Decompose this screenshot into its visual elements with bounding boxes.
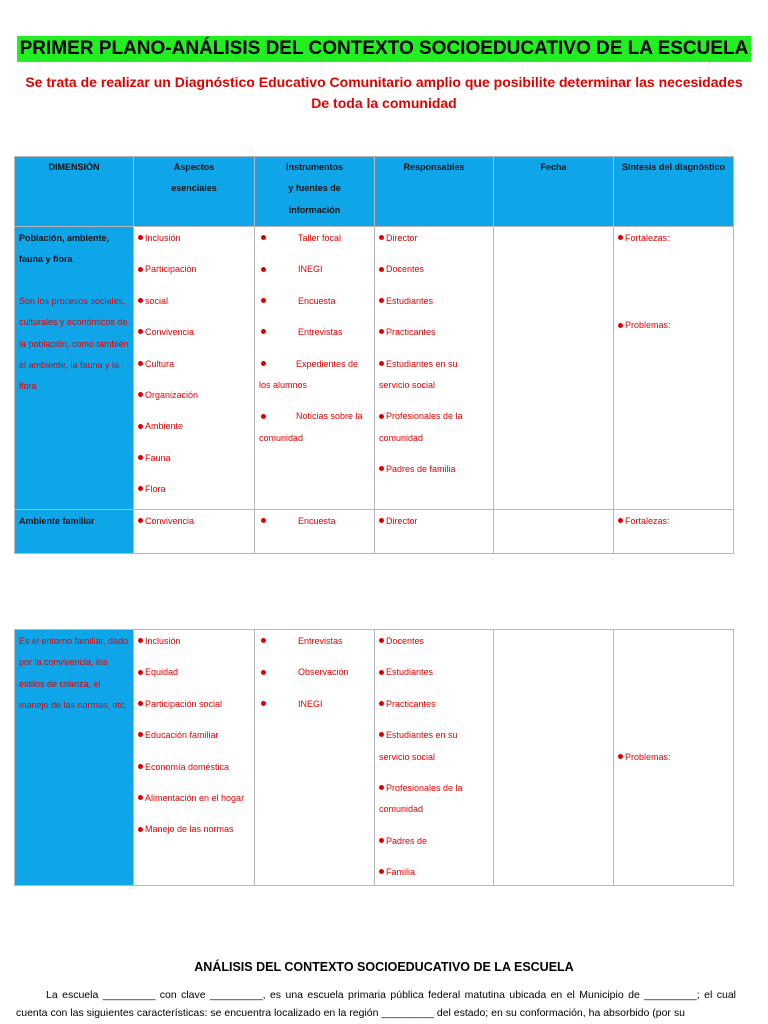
bullet-icon	[261, 638, 266, 643]
list-item: Profesionales de la comunidad	[379, 411, 463, 443]
list-item: Observación	[259, 662, 370, 683]
bullet-icon	[379, 414, 384, 419]
bullet-icon	[618, 235, 623, 240]
dimension-cell	[15, 630, 134, 886]
list-item: Inclusión	[138, 631, 250, 652]
header-responsables: Responsables	[375, 157, 494, 227]
list-item: Convivencia	[138, 511, 250, 532]
list-item: Padres de familia	[379, 459, 489, 480]
bullet-icon	[261, 267, 266, 272]
bullet-icon	[261, 361, 266, 366]
section-paragraph	[16, 986, 736, 1022]
bullet-icon	[261, 701, 266, 706]
dimension-title: Población, ambiente, fauna y flora	[19, 233, 110, 265]
page-title: PRIMER PLANO-ANÁLISIS DEL CONTEXTO SOCIOEDUCATIVO DE LA ESCUELA	[17, 36, 752, 62]
list-item: Participación social	[138, 694, 250, 715]
list-item: Inclusión	[138, 228, 250, 249]
dimension-description: Es el entorno familiar, dado por la convivencia, los estilos de crianza, el manejo de las normas, etc.	[19, 636, 129, 711]
list-item: Organización	[138, 385, 250, 406]
list-item: Flora	[138, 479, 250, 500]
bullet-icon	[379, 466, 384, 471]
list-item: Estudiantes	[379, 662, 489, 683]
responsables-cell	[375, 227, 494, 510]
bullet-icon	[138, 455, 143, 460]
aspectos-cell	[134, 227, 255, 510]
dimension-cell	[15, 510, 134, 554]
bullet-icon	[379, 785, 384, 790]
list-item: Problemas:	[618, 315, 729, 336]
list-item: Estudiantes en su servicio social	[379, 358, 458, 391]
bullet-icon	[379, 670, 384, 675]
instrumentos-cell	[255, 227, 375, 510]
bullet-icon	[379, 361, 384, 366]
list-item: Manejo de las normas	[138, 819, 250, 840]
responsables-cell	[375, 630, 494, 886]
list-item: Entrevistas	[259, 322, 370, 343]
bullet-icon	[379, 638, 384, 643]
list-item: INEGI	[259, 694, 370, 715]
list-item: Encuesta	[259, 511, 370, 532]
sintesis-cell	[614, 227, 734, 510]
header-aspectos: Aspectos esenciales	[134, 157, 255, 227]
list-item: Fauna	[138, 448, 250, 469]
list-item: Noticias sobre la comunidad	[259, 411, 363, 443]
list-item: Docentes	[379, 259, 489, 280]
responsables-cell	[375, 510, 494, 554]
bullet-icon	[138, 298, 143, 303]
bullet-icon	[138, 235, 143, 240]
diagnostic-table-continued	[14, 629, 734, 886]
list-item: Problemas:	[618, 747, 729, 768]
dimension-title: Ambiente familiar	[19, 516, 95, 526]
list-item: Educación familiar	[138, 725, 250, 746]
list-item: Fortalezas:	[618, 511, 729, 532]
table-header-row	[15, 157, 734, 227]
bullet-icon	[138, 701, 143, 706]
sintesis-cell	[614, 630, 734, 886]
sintesis-cell	[614, 510, 734, 554]
list-item: Estudiantes en su servicio social	[379, 730, 458, 762]
list-item: Encuesta	[259, 291, 370, 312]
list-item: Cultura	[138, 354, 250, 375]
table-row	[15, 630, 734, 886]
list-item: Padres de	[379, 831, 489, 852]
bullet-icon	[261, 414, 266, 419]
dimension-cell	[15, 227, 134, 510]
bullet-icon	[138, 361, 143, 366]
bullet-icon	[618, 518, 623, 523]
header-sintesis: Síntesis del diagnóstico	[614, 157, 734, 227]
dimension-description: Son los procesos sociales, culturales y económicos de la población, como también el ambiente, la fauna y la flora	[19, 295, 129, 392]
table-row	[15, 510, 734, 554]
header-fecha: Fecha	[494, 157, 614, 227]
bullet-icon	[379, 869, 384, 874]
title-wrap	[0, 36, 768, 62]
list-item: Practicantes	[379, 322, 489, 343]
bullet-icon	[138, 732, 143, 737]
list-item: Alimentación en el hogar	[138, 788, 250, 809]
bullet-icon	[379, 298, 384, 303]
page-subtitle: Se trata de realizar un Diagnóstico Educativo Comunitario amplio que posibilite determinar las necesidades De toda la comunidad	[25, 74, 743, 111]
bullet-icon	[618, 754, 623, 759]
bullet-icon	[138, 764, 143, 769]
header-dimension: DIMENSIÓN	[15, 157, 134, 227]
table-row	[15, 227, 734, 510]
section-title: ANÁLISIS DEL CONTEXTO SOCIOEDUCATIVO DE LA ESCUELA	[194, 960, 574, 974]
list-item: Director	[379, 511, 489, 532]
list-item: social	[138, 291, 250, 312]
aspectos-cell	[134, 510, 255, 554]
list-item: Expedientes de los alumnos	[259, 358, 359, 391]
list-item: Ambiente	[138, 416, 250, 437]
list-item: Estudiantes	[379, 291, 489, 312]
bullet-icon	[138, 518, 143, 523]
bullet-icon	[379, 518, 384, 523]
list-item: Equidad	[138, 662, 250, 683]
list-item: Fortalezas:	[618, 228, 729, 249]
list-item: Profesionales de la comunidad	[379, 783, 463, 815]
bullet-icon	[138, 329, 143, 334]
bullet-icon	[138, 267, 143, 272]
header-instrumentos: Instrumentos y fuentes de información	[255, 157, 375, 227]
list-item: Entrevistas	[259, 631, 370, 652]
list-item: INEGI	[259, 259, 370, 280]
fecha-cell	[494, 630, 614, 886]
instrumentos-cell	[255, 630, 375, 886]
paragraph-text: La escuela _________ con clave _________, es una escuela primaria pública federal matutina ubicada en el Municipio de _________; el cual cuenta con las siguientes características: se encuentra localizado en la región _________ del estado; en su conformación, ha absorbido (por su	[16, 989, 736, 1019]
fecha-cell	[494, 510, 614, 554]
diagnostic-table	[14, 156, 734, 554]
bullet-icon	[138, 670, 143, 675]
aspectos-cell	[134, 630, 255, 886]
bullet-icon	[261, 329, 266, 334]
list-item: Convivencia	[138, 322, 250, 343]
instrumentos-cell	[255, 510, 375, 554]
bullet-icon	[379, 838, 384, 843]
bullet-icon	[379, 235, 384, 240]
list-item: Docentes	[379, 631, 489, 652]
list-item: Participación	[138, 259, 250, 280]
bullet-icon	[261, 670, 266, 675]
list-item: Taller focal	[259, 228, 370, 249]
fecha-cell	[494, 227, 614, 510]
bullet-icon	[379, 267, 384, 272]
bullet-icon	[261, 235, 266, 240]
bullet-icon	[138, 795, 143, 800]
bullet-icon	[618, 323, 623, 328]
list-item: Director	[379, 228, 489, 249]
bullet-icon	[379, 329, 384, 334]
bullet-icon	[138, 424, 143, 429]
bullet-icon	[261, 518, 266, 523]
list-item: Economía doméstica	[138, 757, 250, 778]
list-item: Familia	[379, 862, 489, 883]
bullet-icon	[138, 638, 143, 643]
bullet-icon	[138, 486, 143, 491]
bullet-icon	[261, 298, 266, 303]
bullet-icon	[138, 392, 143, 397]
bullet-icon	[379, 732, 384, 737]
bullet-icon	[138, 827, 143, 832]
list-item: Practicantes	[379, 694, 489, 715]
bullet-icon	[379, 701, 384, 706]
